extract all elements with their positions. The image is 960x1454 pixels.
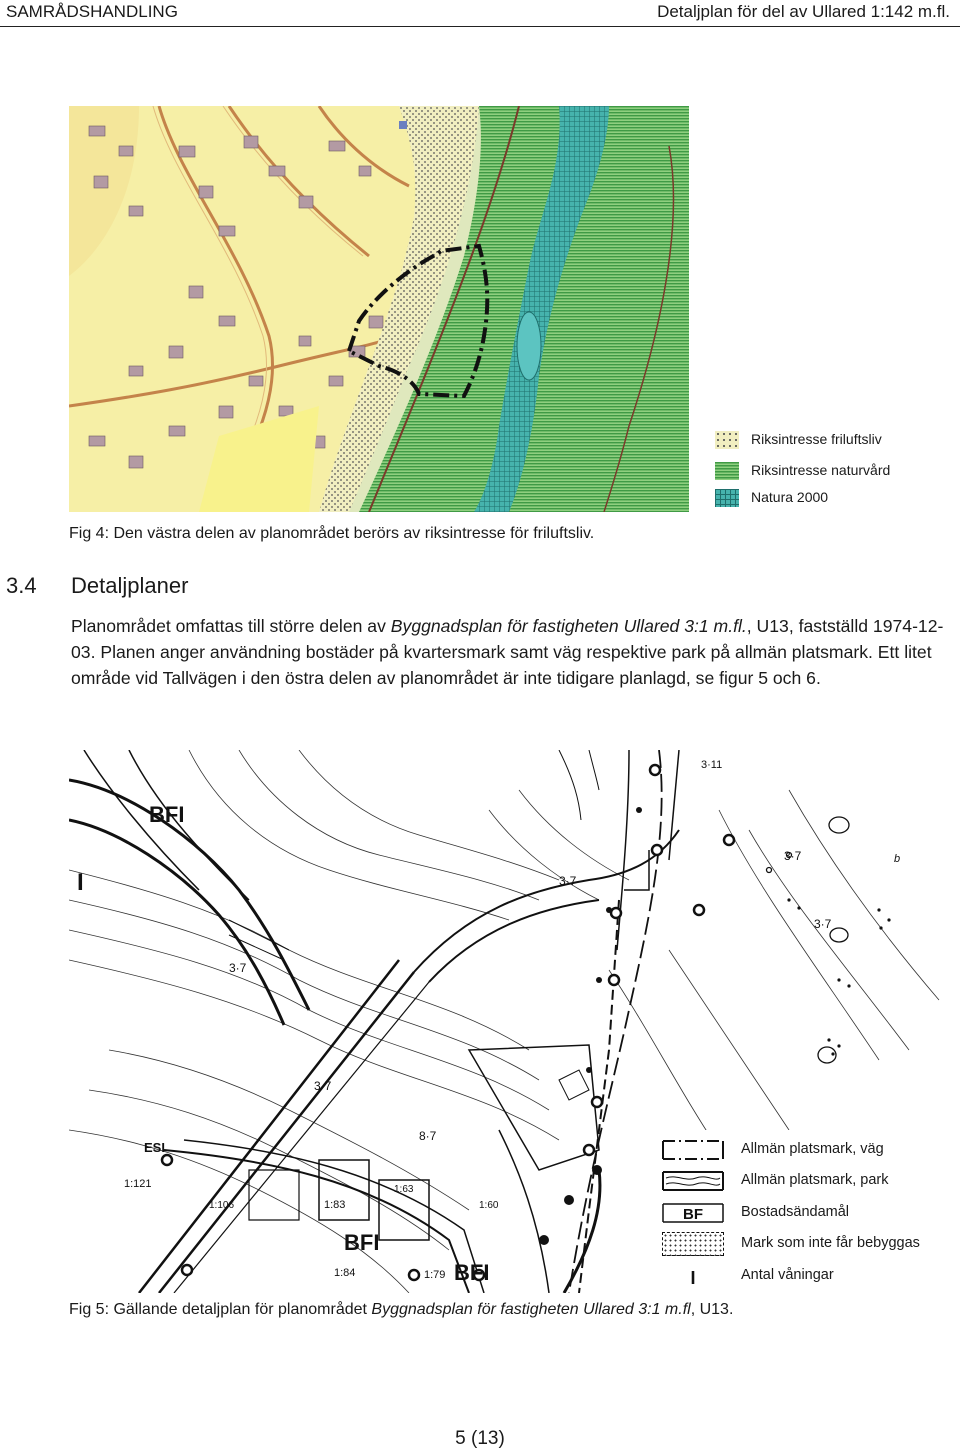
section-paragraph: Planområdet omfattas till större delen av Byggnadsplan för fastigheten Ullared 3:1 m.fl., U13, fastställd 1974-12-03. Planen anger användning bostäder på kvartersmark samt väg respektive park på allmän platsmark. Ett litet område vid Tallvägen i den östra delen av planområdet är inte tidigare planlagd, se figur 5 och 6. <box>71 616 944 688</box>
figure5-caption: Fig 5: Gällande detaljplan för planområdet Byggnadsplan för fastigheten Ullared 3:1 m.fl, U13. <box>69 1301 734 1318</box>
section-number: 3.4 <box>6 573 37 598</box>
map-label-1-60: 1:60 <box>479 1200 499 1211</box>
map-label-bf1-bottom-1: BFI <box>344 1230 380 1255</box>
road-swatch-icon <box>662 1138 724 1162</box>
map-label-1-106: 1:106 <box>209 1200 235 1211</box>
map-label-1-63: 1:63 <box>394 1184 414 1195</box>
map-label-3-11: 3·11 <box>701 759 723 771</box>
legend-ej-bebyggas: Mark som inte får bebyggas <box>652 1232 960 1256</box>
map-label-1-83: 1:83 <box>324 1199 346 1211</box>
roman-one-swatch-icon <box>662 1264 724 1288</box>
section-title: Detaljplaner <box>71 573 189 598</box>
figure4-map <box>69 106 689 512</box>
green-hatch-swatch-icon <box>715 462 739 480</box>
legend-bostad: BF Bostadsändamål <box>652 1201 960 1225</box>
teal-grid-swatch-icon <box>715 489 739 507</box>
bf-swatch-icon <box>662 1201 724 1225</box>
header-doc-status: SAMRÅDSHANDLING <box>6 2 178 21</box>
map-label-1-84: 1:84 <box>334 1267 356 1279</box>
figure4-caption: Fig 4: Den västra delen av planområdet berörs av riksintresse för friluftsliv. <box>69 525 595 542</box>
dotted-swatch-icon <box>662 1232 724 1256</box>
map-label-3-7-b: 3·7 <box>559 874 577 888</box>
figure5-legend <box>652 1130 960 1290</box>
map-label-3-7-d: 3·7 <box>314 1079 332 1093</box>
map-label-b: b <box>894 853 901 865</box>
map-label-i-left: I <box>77 869 84 896</box>
page-number: 5 (13) <box>455 1428 505 1449</box>
map-label-bf1-top: BFI <box>149 802 185 827</box>
header-doc-title: Detaljplan för del av Ullared 1:142 m.fl. <box>657 2 950 21</box>
map-label-1-79: 1:79 <box>424 1269 446 1281</box>
svg-text:BF: BF <box>683 1206 703 1223</box>
legend-park: Allmän platsmark, park <box>652 1169 960 1193</box>
map-label-1-121: 1:121 <box>124 1178 152 1190</box>
svg-text:I: I <box>690 1268 696 1288</box>
dotted-swatch-icon <box>715 431 739 449</box>
legend-vaningar: I Antal våningar <box>652 1264 960 1288</box>
header-rule <box>0 26 960 27</box>
park-swatch-icon <box>662 1169 724 1193</box>
map-label-3-7-a: 3·7 <box>229 961 247 975</box>
map-label-3-7-c: 3·7 <box>784 849 802 863</box>
map-label-8-7: 8·7 <box>419 1129 437 1143</box>
map-label-bf1-bottom-2: BFI <box>454 1260 490 1285</box>
legend-road: Allmän platsmark, väg <box>652 1138 960 1162</box>
map-label-esi: ESI <box>144 1140 165 1155</box>
map-label-3-7-e: 3·7 <box>814 917 832 931</box>
